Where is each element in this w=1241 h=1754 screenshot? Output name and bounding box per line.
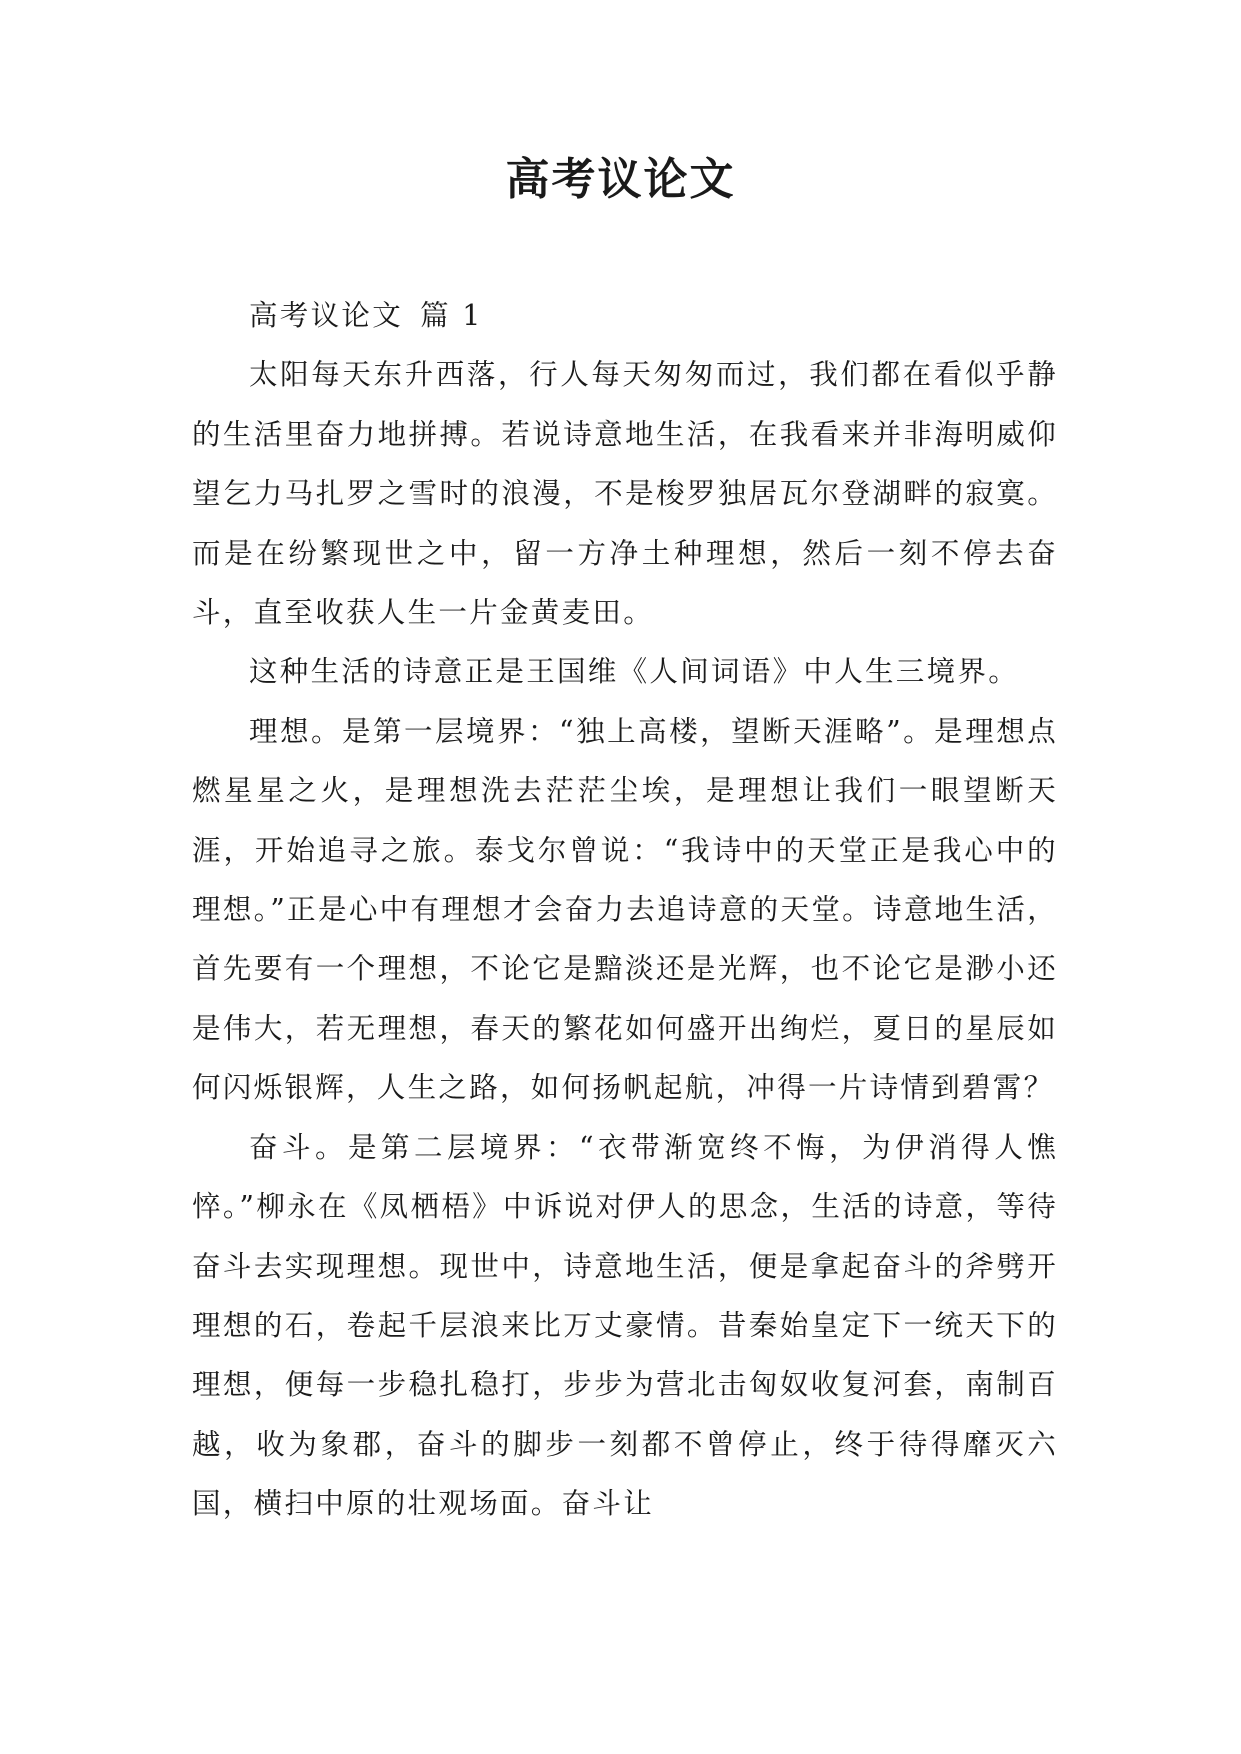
paragraph: 太阳每天东升西落，行人每天匆匆而过，我们都在看似乎静的生活里奋力地拼搏。若说诗意地生活，在我看来并非海明威仰望乞力马扎罗之雪时的浪漫，不是梭罗独居瓦尔登湖畔的寂寞。而是在纷繁现世之中，留一方净土种理想，然后一刻不停去奋斗，直至收获人生一片金黄麦田。 (192, 358, 1058, 630)
paragraph: 奋斗。是第二层境界：“衣带渐宽终不悔，为伊消得人憔悴。”柳永在《凤栖梧》中诉说对伊人的思念，生活的诗意，等待奋斗去实现理想。现世中，诗意地生活，便是拿起奋斗的斧劈开理想的石，卷起千层浪来比万丈豪情。昔秦始皇定下一统天下的理想，便每一步稳扎稳打，步步为营北击匈奴收复河套，南制百越，收为象郡，奋斗的脚步一刻都不曾停止，终于待得靡灭六国，横扫中原的壮观场面。奋斗让 (192, 1130, 1058, 1521)
paragraph: 这种生活的诗意正是王国维《人间词语》中人生三境界。 (249, 655, 1020, 689)
paragraph: 理想。是第一层境界：“独上高楼，望断天涯略”。是理想点燃星星之火，是理想洗去茫茫尘埃，是理想让我们一眼望断天涯，开始追寻之旅。泰戈尔曾说：“我诗中的天堂正是我心中的理想。”正是心中有理想才会奋力去追诗意的天堂。诗意地生活，首先要有一个理想，不论它是黯淡还是光辉，也不论它是渺小还是伟大，若无理想，春天的繁花如何盛开出绚烂，夏日的星辰如何闪烁银辉，人生之路，如何扬帆起航，冲得一片诗情到碧霄？ (192, 714, 1058, 1105)
document-title: 高考议论文 (505, 154, 736, 205)
section-heading (192, 286, 1058, 345)
document-body (192, 286, 1058, 1534)
section-label: 篇 1 (420, 299, 483, 332)
section-heading-text: 高考议论文 (249, 299, 404, 332)
